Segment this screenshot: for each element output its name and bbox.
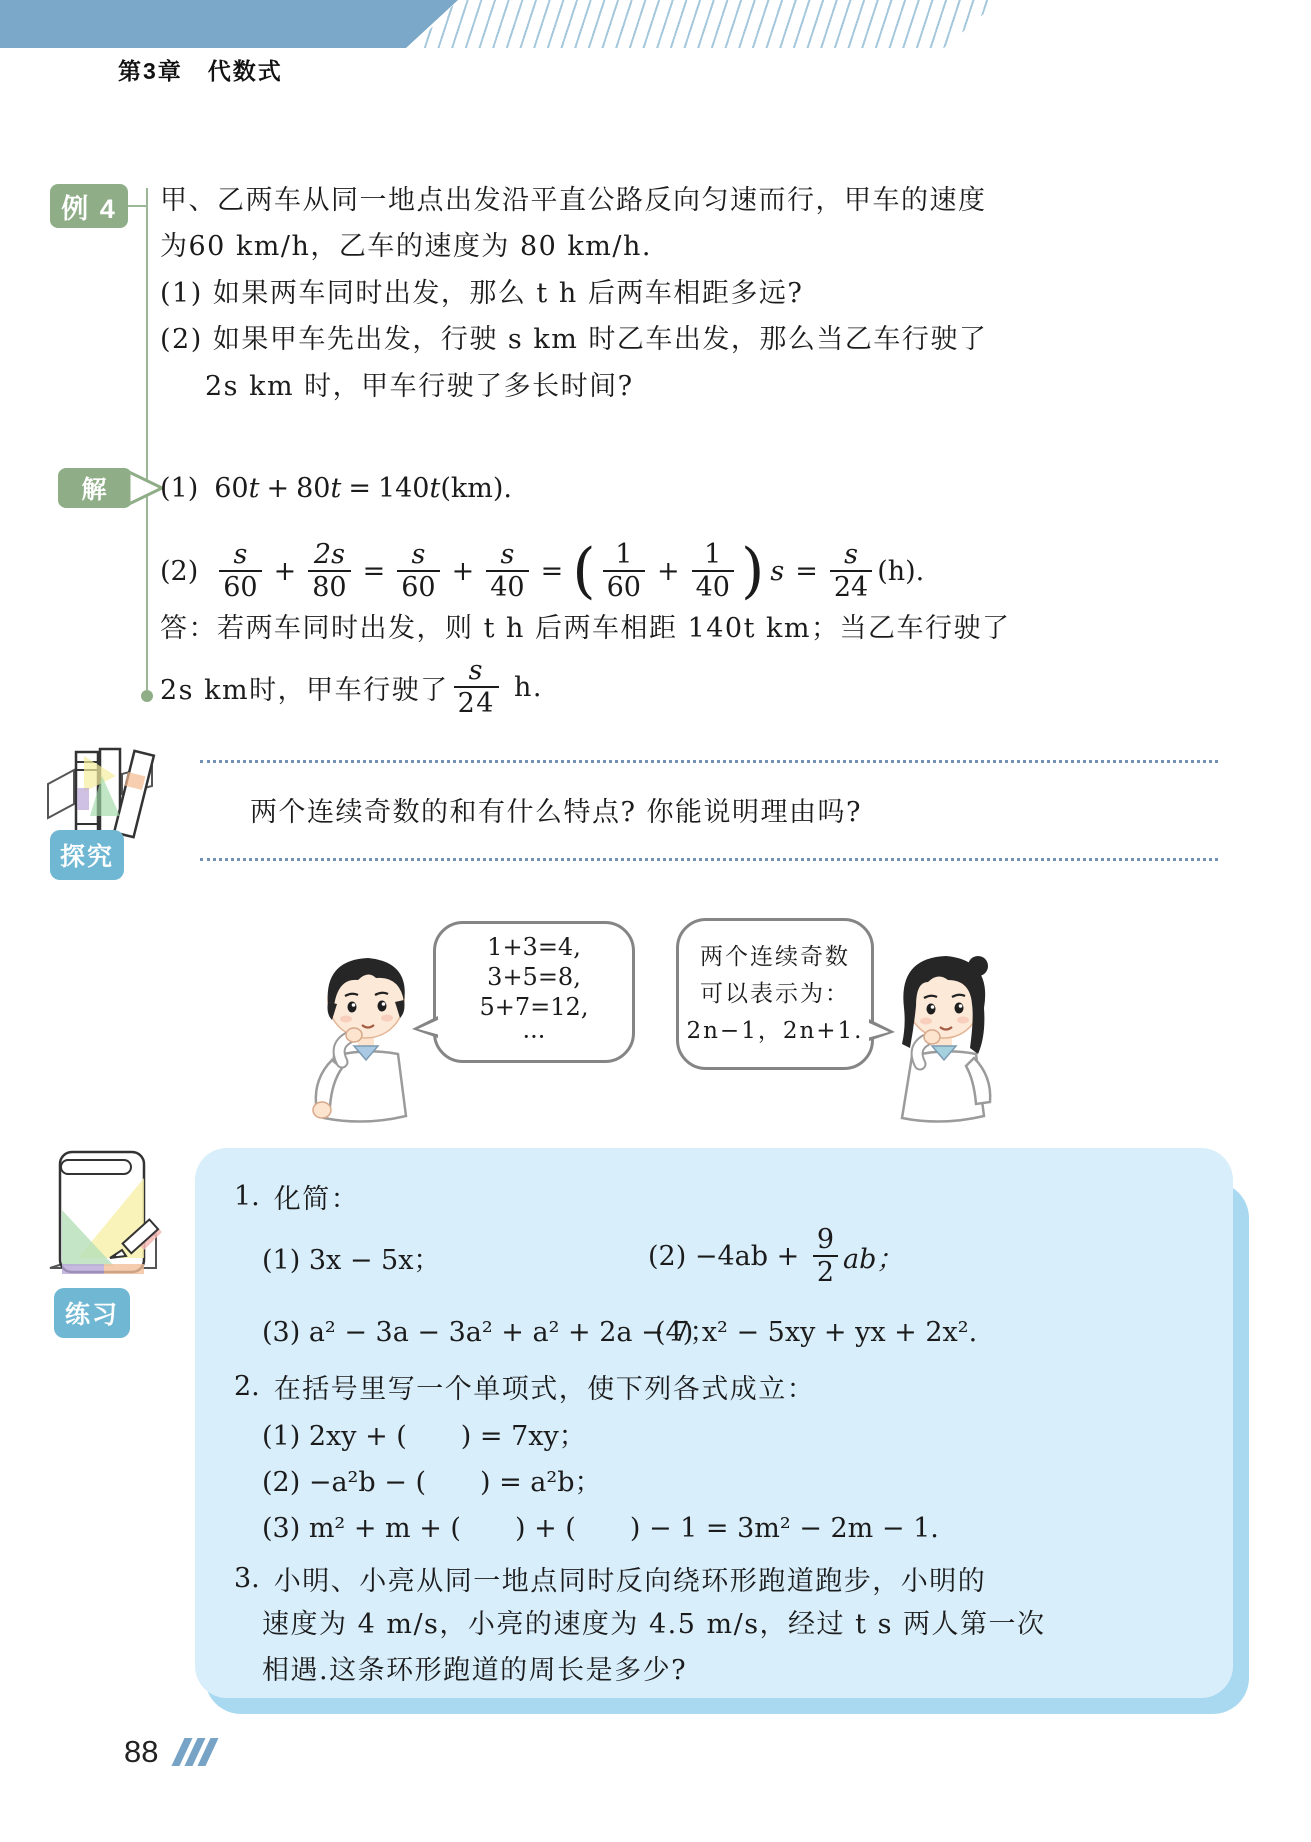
practice-q1-item3: (3) a² − 3a − 3a² + a² + 2a − 7；: [262, 1317, 717, 1348]
header-stripes: [412, 0, 1000, 48]
step1-term: 60: [214, 472, 249, 504]
bubble-line: 两个连续奇数: [700, 943, 850, 970]
practice-q2-item2: (2) −a²b − ( ) = a²b；: [262, 1467, 602, 1498]
step2-unit: (h).: [877, 555, 925, 587]
boy-illustration: [300, 948, 432, 1146]
left-paren: (: [572, 536, 596, 606]
q1-text: 化简：: [273, 1183, 360, 1215]
bubble-line: 2n−1，2n+1.: [686, 1017, 864, 1044]
example-connector-line: [128, 205, 146, 207]
fraction: $\frac{s}{60}$: [219, 539, 261, 603]
q1-item2-pre: (2) −4ab +: [648, 1240, 808, 1272]
example-line-1: 甲、乙两车从同一地点出发沿平直公路反向匀速而行，甲车的速度: [160, 185, 987, 216]
solution-step-2: [160, 528, 924, 614]
bubble-line: 可以表示为：: [700, 980, 850, 1007]
answer2-text: 2s km时，甲车行驶了: [160, 674, 449, 706]
fraction: $\frac{2s}{80}$: [308, 539, 350, 603]
example-vertical-line: [146, 188, 148, 690]
practice-badge: 练习: [54, 1288, 130, 1338]
books-icon: [44, 744, 156, 844]
example-line-4: (2) 如果甲车先出发，行驶 s km 时乙车出发，那么当乙车行驶了: [160, 324, 988, 355]
right-paren: ): [740, 536, 765, 606]
practice-q2-item3: (3) m² + m + ( ) + ( ) − 1 = 3m² − 2m − 1.: [262, 1513, 939, 1544]
notebook-pencil-icon: [44, 1146, 168, 1288]
fraction: $\frac{s}{60}$: [397, 539, 439, 603]
fraction: $\frac{s}{24}$: [454, 655, 499, 719]
step1-term: 140: [377, 472, 430, 504]
plus-sign: +: [266, 472, 290, 504]
q3-number: 3.: [234, 1562, 260, 1594]
step1-var: t: [248, 472, 260, 504]
boy-speech-bubble: [433, 921, 635, 1063]
fraction: $\frac{1}{40}$: [692, 539, 734, 603]
q3-text: 小明、小亮从同一地点同时反向绕环形跑道跑步，小明的: [273, 1565, 987, 1597]
solution-badge: 解: [58, 468, 132, 508]
page-number-slashes: [178, 1738, 217, 1770]
q2-text: 在括号里写一个单项式，使下列各式成立：: [273, 1373, 816, 1405]
example-end-dot: [141, 690, 153, 702]
practice-q3-line1: [234, 1560, 986, 1596]
bubble-tail: [418, 1019, 440, 1035]
equals-sign: =: [795, 555, 818, 587]
solution-answer-2: [160, 650, 543, 724]
example-line-5: 2s km 时，甲车行驶了多长时间?: [205, 371, 634, 402]
solution-step-1: [160, 470, 512, 506]
bubble-line: 1+3=4,: [487, 933, 581, 961]
girl-illustration: [878, 948, 1010, 1146]
q2-number: 2.: [234, 1370, 260, 1402]
equals-sign: =: [348, 472, 371, 504]
q1-number: 1.: [234, 1180, 260, 1212]
equals-sign: =: [362, 555, 386, 587]
explore-badge: 探究: [50, 830, 124, 880]
bubble-line: 5+7=12,: [479, 993, 589, 1021]
page-number: 88: [124, 1734, 159, 1769]
fraction: $\frac{s}{40}$: [486, 539, 528, 603]
header-band: [0, 0, 458, 48]
explore-divider-bottom: [200, 858, 1218, 861]
step1-var: t: [330, 472, 342, 504]
bubble-line: 3+5=8,: [487, 963, 581, 991]
answer2-unit: h.: [503, 671, 544, 703]
q1-item2-suf: ab；: [843, 1243, 904, 1275]
plus-sign: +: [656, 555, 680, 587]
fraction: $\frac{1}{60}$: [603, 539, 645, 603]
practice-q1-title: [234, 1178, 359, 1214]
chapter-header: 第3章 代数式: [118, 58, 283, 84]
explore-question: 两个连续奇数的和有什么特点? 你能说明理由吗?: [250, 797, 863, 828]
practice-q3-line2: 速度为 4 m/s，小亮的速度为 4.5 m/s，经过 t s 两人第一次: [262, 1609, 1046, 1640]
example-line-3: (1) 如果两车同时出发，那么 t h 后两车相距多远?: [160, 278, 804, 309]
practice-q2-title: [234, 1368, 815, 1404]
equals-sign: =: [540, 555, 564, 587]
step1-unit: (km).: [440, 472, 512, 504]
step1-term: 80: [296, 472, 331, 504]
example-badge: 例 4: [50, 184, 128, 228]
girl-speech-bubble: [676, 918, 874, 1070]
practice-q1-item2: [648, 1216, 903, 1296]
practice-q1-item1: (1) 3x − 5x；: [262, 1245, 441, 1276]
step2-prefix: (2): [160, 555, 199, 587]
fraction: $\frac{9}{2}$: [813, 1224, 838, 1288]
explore-divider-top: [200, 760, 1218, 763]
practice-q2-item1: (1) 2xy + ( ) = 7xy；: [262, 1421, 586, 1452]
bubble-line: ···: [522, 1023, 546, 1051]
solution-answer-1: 答：若两车同时出发，则 t h 后两车相距 140t km；当乙车行驶了: [160, 613, 1011, 644]
practice-q3-line3: 相遇.这条环形跑道的周长是多少?: [262, 1655, 688, 1686]
step1-prefix: (1): [160, 472, 199, 504]
fraction: $\frac{s}{24}$: [830, 539, 872, 603]
plus-sign: +: [273, 555, 297, 587]
plus-sign: +: [451, 555, 475, 587]
practice-q1-item4: (4) x² − 5xy + yx + 2x².: [655, 1317, 978, 1348]
step2-var: s: [770, 555, 785, 587]
example-line-2: 为60 km/h，乙车的速度为 80 km/h.: [160, 231, 652, 262]
step1-var: t: [429, 472, 441, 504]
